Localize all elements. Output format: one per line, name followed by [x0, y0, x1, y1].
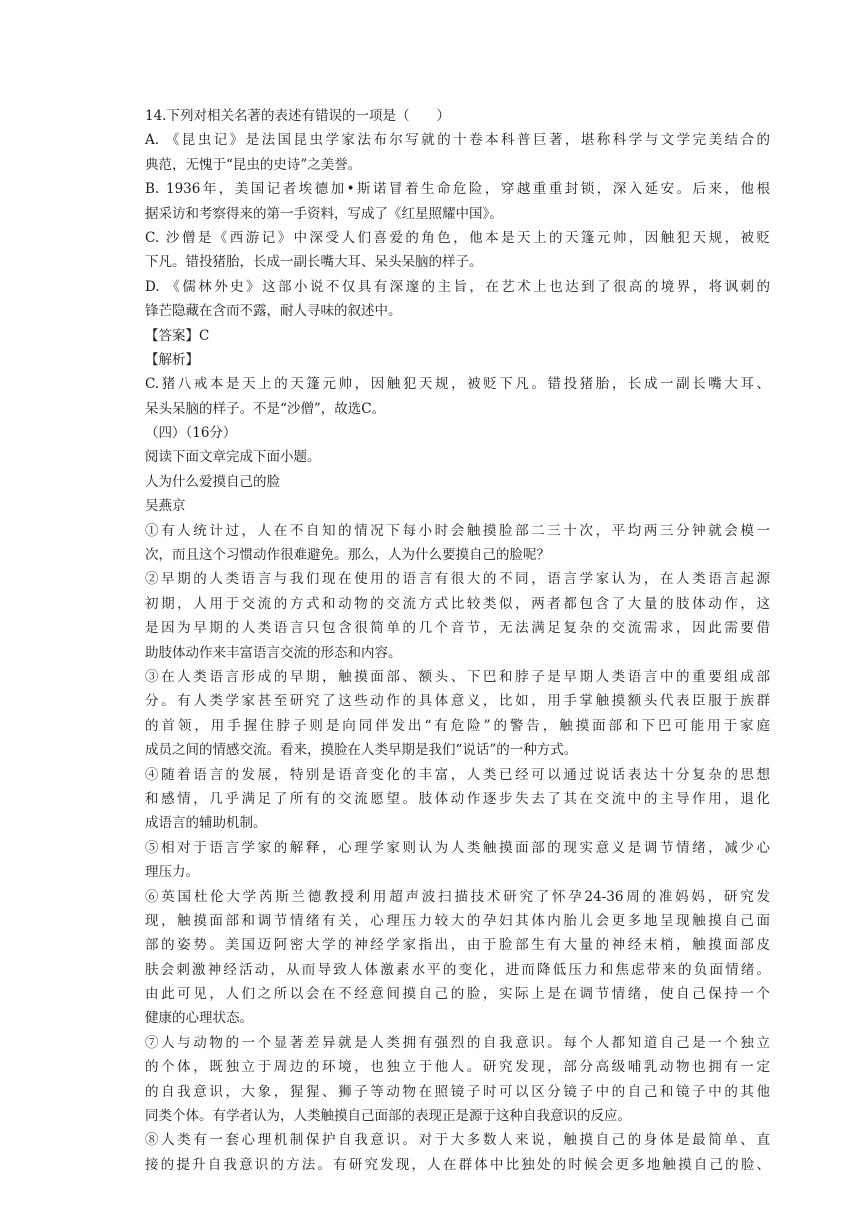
text-line: C.猪八戒本是天上的天篷元帅，因触犯天规，被贬下凡。错投猪胎，长成一副长嘴大耳、	[145, 376, 770, 393]
text-line: C. 沙僧是《西游记》中深受人们喜爱的角色，他本是天上的天篷元帅，因触犯天规，被贬	[145, 229, 770, 246]
text-line: （四）（16分）	[145, 425, 237, 442]
text-line: 阅读下面文章完成下面小题。	[145, 449, 321, 466]
text-line: 下凡。错投猪胎，长成一副长嘴大耳、呆头呆脑的样子。	[145, 254, 483, 271]
text-line: 的个体，既独立于周边的环境，也独立于他人。研究发现，部分高级哺乳动物也拥有一定	[145, 1059, 770, 1076]
text-line: B. 1936年，美国记者埃德加•斯诺冒着生命危险，穿越重重封锁，深入延安。后来，他根	[145, 181, 770, 198]
text-line: 据采访和考察得来的第一手资料，写成了《红星照耀中国》。	[145, 205, 503, 222]
text-line: 成语言的辅助机制。	[145, 815, 267, 832]
text-line: 接的提升自我意识的方法。有研究发现，人在群体中比独处的时候会更多地触摸自己的脸、	[145, 1156, 770, 1173]
text-line: D. 《儒林外史》这部小说不仅具有深邃的主旨，在艺术上也达到了很高的境界，将讽刺的	[145, 278, 770, 295]
text-line: 肤会刺激神经活动，从而导致人体激素水平的变化，进而降低压力和焦虑带来的负面情绪。	[145, 961, 770, 978]
text-line: 现，触摸面部和调节情绪有关，心理压力较大的孕妇其体内胎儿会更多地呈现触摸自己面	[145, 912, 770, 929]
text-line: 吴燕京	[145, 498, 186, 515]
text-line: 14.下列对相关名著的表述有错误的一项是（ ）	[145, 108, 450, 124]
text-line: 健康的心理状态。	[145, 1010, 253, 1027]
document-body	[145, 104, 770, 1177]
text-line: 是因为早期的人类语言只包含很简单的几个音节，无法满足复杂的交流需求，因此需要借	[145, 620, 770, 637]
text-line: 【解析】	[145, 351, 199, 368]
text-line: 次，而且这个习惯动作很难避免。那么，人为什么要摸自己的脸呢？	[145, 547, 550, 564]
text-line: 初期，人用于交流的方式和动物的交流方式比较类似，两者都包含了大量的肢体动作，这	[145, 595, 770, 612]
text-line: ⑤相对于语言学家的解释，心理学家则认为人类触摸面部的现实意义是调节情绪，减少心	[145, 839, 770, 856]
text-line: A. 《昆虫记》是法国昆虫学家法布尔写就的十卷本科普巨著，堪称科学与文学完美结合的	[145, 132, 770, 149]
text-line: 由此可见，人们之所以会在不经意间摸自己的脸，实际上是在调节情绪，使自己保持一个	[145, 986, 770, 1003]
text-line: 和感情，几乎满足了所有的交流愿望。肢体动作逐步失去了其在交流中的主导作用，退化	[145, 790, 770, 807]
text-line: 的自我意识，大象，猩猩、狮子等动物在照镜子时可以区分镜子中的自己和镜子中的其他	[145, 1083, 770, 1100]
text-line: 部的姿势。美国迈阿密大学的神经学家指出，由于脸部生有大量的神经末梢，触摸面部皮	[145, 937, 770, 954]
text-line: 同类个体。有学者认为，人类触摸自己面部的表现正是源于这种自我意识的反应。	[145, 1108, 631, 1125]
text-line: 理压力。	[145, 864, 199, 881]
text-line: 的首领，用手握住脖子则是向同伴发出“有危险”的警告，触摸面部和下巴可能用于家庭	[145, 717, 770, 734]
text-line: ④随着语言的发展，特别是语音变化的丰富，人类已经可以通过说话表达十分复杂的思想	[145, 766, 770, 783]
text-line: 成员之间的情感交流。看来，摸脸在人类早期是我们“说话”的一种方式。	[145, 742, 578, 759]
text-line: 【答案】C	[145, 327, 210, 344]
text-line: 人为什么爱摸自己的脸	[145, 473, 280, 490]
text-line: ②早期的人类语言与我们现在使用的语言有很大的不同，语言学家认为，在人类语言起源	[145, 571, 770, 588]
text-line: 典范，无愧于“昆虫的史诗”之美誉。	[145, 156, 362, 173]
text-line: ③在人类语言形成的早期，触摸面部、额头、下巴和脖子是早期人类语言中的重要组成部	[145, 668, 770, 685]
text-line: 助肢体动作来丰富语言交流的形态和内容。	[145, 644, 402, 661]
text-line: 锋芒隐藏在含而不露，耐人寻味的叙述中。	[145, 303, 402, 320]
text-line: 分。有人类学家甚至研究了这些动作的具体意义，比如，用手掌触摸额头代表臣服于族群	[145, 693, 770, 710]
text-line: ⑦人与动物的一个显著差异就是人类拥有强烈的自我意识。每个人都知道自己是一个独立	[145, 1034, 770, 1051]
text-line: ⑥英国杜伦大学芮斯兰德教授利用超声波扫描技术研究了怀孕24-36周的准妈妈，研究发	[145, 888, 770, 905]
text-line: ⑧人类有一套心理机制保护自我意识。对于大多数人来说，触摸自己的身体是最简单、直	[145, 1132, 770, 1149]
text-line: 呆头呆脑的样子。不是“沙僧”，故选C。	[145, 400, 386, 417]
text-line: ①有人统计过，人在不自知的情况下每小时会触摸脸部二三十次，平均两三分钟就会模一	[145, 522, 770, 539]
